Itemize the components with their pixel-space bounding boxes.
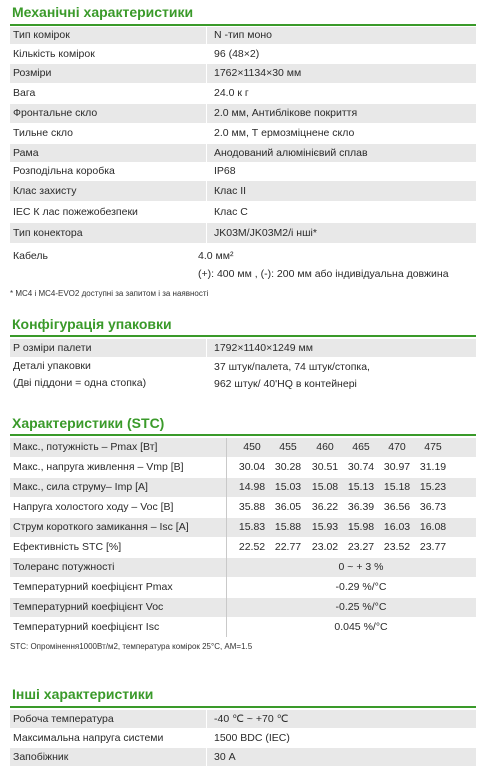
row-value: 0.045 %/°C bbox=[334, 621, 388, 633]
row-value: Анодований алюмінієвий сплав bbox=[214, 147, 368, 159]
value-cell: 16.08 bbox=[419, 521, 447, 533]
other-row-operating-temp bbox=[10, 710, 476, 728]
mech-row-fire-class bbox=[10, 202, 476, 222]
row-label: Кількість комірок bbox=[13, 48, 95, 60]
power-cell: 470 bbox=[388, 441, 406, 453]
packing-row-details bbox=[10, 358, 476, 394]
value-cell: 30.74 bbox=[347, 461, 375, 473]
row-value: 0 ~ + 3 % bbox=[338, 561, 384, 573]
value-cell: 36.39 bbox=[347, 501, 375, 513]
mech-row-frame bbox=[10, 144, 476, 162]
mech-row-weight bbox=[10, 84, 476, 103]
row-value: IP68 bbox=[214, 165, 236, 177]
stc-row-temp-pmax bbox=[10, 578, 476, 597]
row-value: 30 А bbox=[214, 751, 236, 763]
stc-row-imp bbox=[10, 478, 476, 497]
row-value: 24.0 к г bbox=[214, 87, 249, 99]
value-cell: 30.04 bbox=[238, 461, 266, 473]
row-label: Запобіжник bbox=[13, 751, 69, 763]
value-cell: 15.18 bbox=[383, 481, 411, 493]
value-cell: 15.08 bbox=[311, 481, 339, 493]
row-label: Розподільна коробка bbox=[13, 165, 115, 177]
value-cell: 36.05 bbox=[274, 501, 302, 513]
row-value: 1500 BDC (IEC) bbox=[214, 732, 290, 744]
row-label: Температурний коефіцієнт Voc bbox=[13, 601, 164, 613]
row-label: Струм короткого замикання – Isc [А] bbox=[13, 521, 189, 533]
stc-row-tolerance bbox=[10, 558, 476, 577]
row-value: Клас С bbox=[214, 206, 248, 218]
row-value: 1762×1134×30 мм bbox=[214, 67, 302, 79]
row-label: Вага bbox=[13, 87, 36, 99]
row-value: Клас II bbox=[214, 185, 247, 197]
stc-row-vmp bbox=[10, 458, 476, 477]
mech-row-dimensions bbox=[10, 64, 476, 83]
packing-row-pallet bbox=[10, 339, 476, 357]
row-label: Розміри bbox=[13, 67, 52, 79]
stc-row-temp-voc bbox=[10, 598, 476, 617]
packing-title: Конфігурація упаковки bbox=[12, 316, 172, 332]
value-cell: 36.73 bbox=[419, 501, 447, 513]
value-cell: 30.51 bbox=[311, 461, 339, 473]
other-row-fuse bbox=[10, 748, 476, 766]
row-value: -0.29 %/°C bbox=[335, 581, 387, 593]
value-cell: 31.19 bbox=[419, 461, 447, 473]
stc-title: Характеристики (STC) bbox=[12, 415, 165, 431]
row-label: IEC К лас пожежобезпеки bbox=[13, 206, 138, 218]
mechanical-rule bbox=[10, 24, 476, 26]
stc-row-temp-isc bbox=[10, 618, 476, 637]
value-cell: 15.83 bbox=[238, 521, 266, 533]
mech-row-junction-box bbox=[10, 163, 476, 180]
value-cell: 15.03 bbox=[274, 481, 302, 493]
mech-row-back-glass bbox=[10, 124, 476, 143]
other-rule bbox=[10, 706, 476, 708]
cable-value-length: (+): 400 мм , (-): 200 мм або індивідуальна довжина bbox=[198, 268, 449, 280]
row-label: Макс., сила струму– Imp [А] bbox=[13, 481, 148, 493]
power-cell: 455 bbox=[279, 441, 297, 453]
power-cell: 465 bbox=[352, 441, 370, 453]
stc-note: STC: Опромінення1000Вт/м2, температура комірок 25°С, АМ=1.5 bbox=[10, 642, 253, 651]
value-cell: 16.03 bbox=[383, 521, 411, 533]
stc-row-pmax bbox=[10, 438, 476, 457]
stc-column-divider bbox=[226, 438, 227, 637]
row-label: Напруга холостого ходу – Voc [В] bbox=[13, 501, 174, 513]
value-cell: 30.97 bbox=[383, 461, 411, 473]
row-value: -0.25 %/°C bbox=[335, 601, 387, 613]
value-cell: 23.02 bbox=[311, 541, 339, 553]
value-cell: 22.52 bbox=[238, 541, 266, 553]
power-cell: 475 bbox=[424, 441, 442, 453]
stc-row-efficiency bbox=[10, 538, 476, 557]
row-label: Клас захисту bbox=[13, 185, 77, 197]
row-value: 1792×1140×1249 мм bbox=[214, 342, 313, 354]
row-label: Кабель bbox=[13, 250, 48, 262]
mech-row-cell-count bbox=[10, 45, 476, 63]
row-value: -40 ℃ ~ +70 ℃ bbox=[214, 713, 289, 725]
cable-value-section: 4.0 мм² bbox=[198, 250, 234, 262]
row-label: Максимальна напруга системи bbox=[13, 732, 164, 744]
value-cell: 36.56 bbox=[383, 501, 411, 513]
value-cell: 23.27 bbox=[347, 541, 375, 553]
value-cell: 15.13 bbox=[347, 481, 375, 493]
row-label: Толеранс потужності bbox=[13, 561, 115, 573]
row-label: Макс., потужність – Pmax [Вт] bbox=[13, 441, 158, 453]
row-label: Макс., напруга живлення – Vmp [В] bbox=[13, 461, 184, 473]
row-label: Ефективність STC [%] bbox=[13, 541, 122, 553]
row-label: Деталі упаковки bbox=[13, 360, 91, 372]
mech-row-cable bbox=[10, 244, 476, 284]
mechanical-title: Механічні характеристики bbox=[12, 4, 194, 20]
row-label-sub: (Дві піддони = одна стопка) bbox=[13, 377, 147, 389]
row-value: N -тип моно bbox=[214, 29, 272, 41]
mech-row-connector bbox=[10, 223, 476, 243]
mech-row-protection-class bbox=[10, 181, 476, 201]
row-label: Р озміри палети bbox=[13, 342, 92, 354]
other-title: Інші характеристики bbox=[12, 686, 154, 702]
row-value: JK03M/JK03M2/і нші* bbox=[214, 227, 317, 239]
other-row-max-voltage bbox=[10, 729, 476, 747]
value-cell: 30.28 bbox=[274, 461, 302, 473]
packing-rule bbox=[10, 335, 476, 337]
value-cell: 15.93 bbox=[311, 521, 339, 533]
row-value: 2.0 мм, Антиблікове покриття bbox=[214, 107, 358, 119]
value-cell: 35.88 bbox=[238, 501, 266, 513]
row-label: Рама bbox=[13, 147, 39, 159]
row-value: 96 (48×2) bbox=[214, 48, 260, 60]
value-cell: 14.98 bbox=[238, 481, 266, 493]
value-cell: 22.77 bbox=[274, 541, 302, 553]
power-cell: 460 bbox=[316, 441, 334, 453]
stc-rule bbox=[10, 434, 476, 436]
power-cell: 450 bbox=[243, 441, 261, 453]
row-label: Тип конектора bbox=[13, 227, 83, 239]
row-label: Фронтальне скло bbox=[13, 107, 98, 119]
row-value-sub: 962 штук/ 40'HQ в контейнері bbox=[214, 378, 357, 390]
value-cell: 36.22 bbox=[311, 501, 339, 513]
mech-row-cell-type bbox=[10, 27, 476, 44]
mech-row-front-glass bbox=[10, 104, 476, 123]
row-value: 2.0 мм, Т ермозміцнене скло bbox=[214, 127, 355, 139]
value-cell: 15.98 bbox=[347, 521, 375, 533]
row-label: Робоча температура bbox=[13, 713, 114, 725]
value-cell: 15.23 bbox=[419, 481, 447, 493]
row-label: Тип комірок bbox=[13, 29, 70, 41]
value-cell: 23.52 bbox=[383, 541, 411, 553]
value-cell: 23.77 bbox=[419, 541, 447, 553]
row-label: Температурний коефіцієнт Pmax bbox=[13, 581, 173, 593]
mechanical-note: * MC4 і MC4-EVO2 доступні за запитом і за наявності bbox=[10, 289, 209, 298]
row-value: 37 штук/палета, 74 штук/стопка, bbox=[214, 361, 370, 373]
row-label: Тильне скло bbox=[13, 127, 74, 139]
stc-row-isc bbox=[10, 518, 476, 537]
row-label: Температурний коефіцієнт Isc bbox=[13, 621, 160, 633]
value-cell: 15.88 bbox=[274, 521, 302, 533]
stc-row-voc bbox=[10, 498, 476, 517]
